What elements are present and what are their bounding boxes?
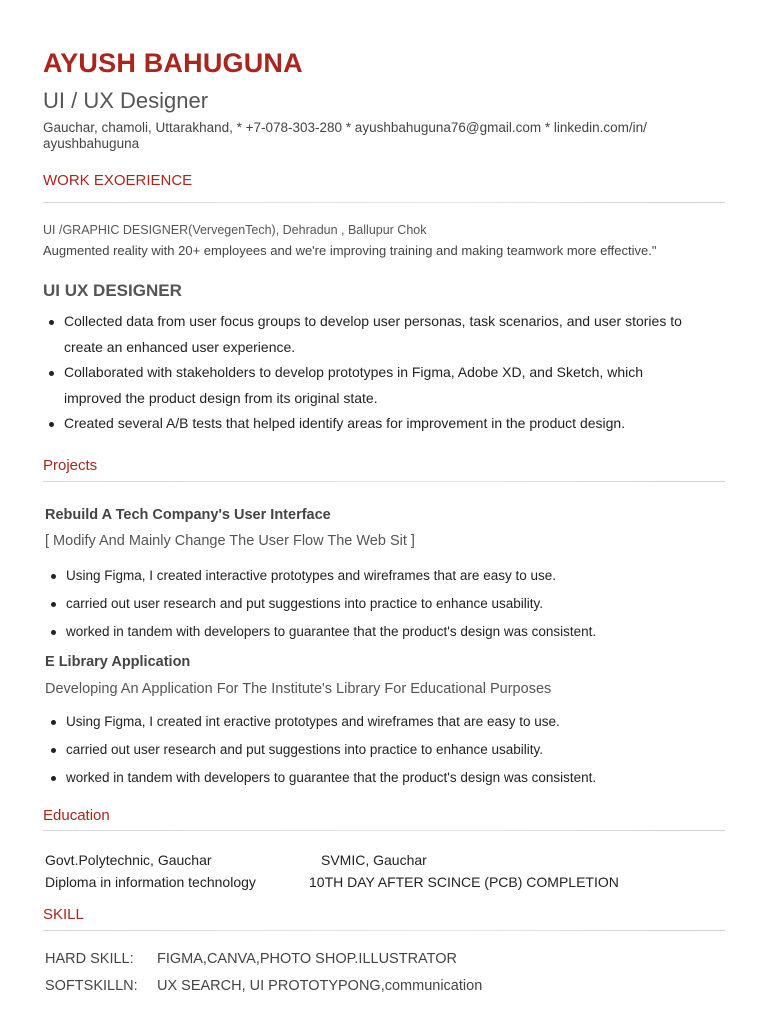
- project-bullet: carried out user research and put suggestions into practice to enhance usability.: [45, 590, 745, 618]
- hard-skill-value: FIGMA,CANVA,PHOTO SHOP.ILLUSTRATOR: [157, 951, 457, 967]
- job-title: UI UX DESIGNER: [43, 281, 182, 300]
- project-bullet: Using Figma, I created interactive prototypes and wireframes that are easy to use.: [45, 562, 745, 590]
- education-school: Govt.Polytechnic, Gauchar: [45, 852, 212, 868]
- company-line: UI /GRAPHIC DESIGNER(VervegenTech), Dehradun , Ballupur Chok: [43, 223, 427, 237]
- job-bullet: Collaborated with stakeholders to develop prototypes in Figma, Adobe XD, and Sketch, which improved the product design from its original state.: [43, 360, 683, 411]
- education-divider: [43, 830, 725, 831]
- project-subtitle: Developing An Application For The Institute's Library For Educational Purposes: [45, 681, 552, 697]
- project-bullet: worked in tandem with developers to guarantee that the product's design was consistent.: [45, 618, 745, 646]
- projects-divider: [43, 481, 725, 482]
- education-degree: Diploma in information technology: [45, 874, 256, 890]
- project-title: Rebuild A Tech Company's User Interface: [45, 507, 331, 523]
- projects-heading: Projects: [43, 457, 98, 474]
- job-bullet-list: [43, 309, 683, 437]
- work-experience-heading: WORK EXOERIENCE: [43, 172, 193, 189]
- project-bullet: worked in tandem with developers to guarantee that the product's design was consistent.: [45, 764, 745, 792]
- skills-divider: [43, 930, 725, 931]
- project-subtitle: [ Modify And Mainly Change The User Flow The Web Sit ]: [45, 533, 415, 549]
- hard-skill-label: HARD SKILL:: [45, 951, 134, 967]
- job-bullet: Created several A/B tests that helped identify areas for improvement in the product design.: [43, 411, 683, 437]
- company-description: Augmented reality with 20+ employees and we're improving training and making teamwork more effective.": [43, 243, 657, 258]
- candidate-name: AYUSH BAHUGUNA: [43, 48, 303, 78]
- contact-info: Gauchar, chamoli, Uttarakhand, * +7-078-303-280 * ayushbahuguna76@gmail.com * linkedin.com/in/ ayushbahuguna: [43, 120, 647, 151]
- project-bullet-list: [45, 708, 745, 792]
- project-bullet: carried out user research and put suggestions into practice to enhance usability.: [45, 736, 745, 764]
- education-school: SVMIC, Gauchar: [321, 852, 427, 868]
- project-bullet-list: [45, 562, 745, 646]
- soft-skill-value: UX SEARCH, UI PROTOTYPONG,communication: [157, 978, 483, 994]
- candidate-role: UI / UX Designer: [43, 88, 209, 113]
- education-degree: 10TH DAY AFTER SCINCE (PCB) COMPLETION: [309, 874, 619, 890]
- work-experience-divider: [43, 202, 725, 203]
- job-bullet: Collected data from user focus groups to develop user personas, task scenarios, and user stories to create an enhanced user experience.: [43, 309, 683, 360]
- soft-skill-label: SOFTSKILLN:: [45, 978, 138, 994]
- project-title: E Library Application: [45, 654, 191, 670]
- project-bullet: Using Figma, I created int eractive prototypes and wireframes that are easy to use.: [45, 708, 745, 736]
- skills-heading: SKILL: [43, 906, 84, 923]
- education-heading: Education: [43, 807, 110, 824]
